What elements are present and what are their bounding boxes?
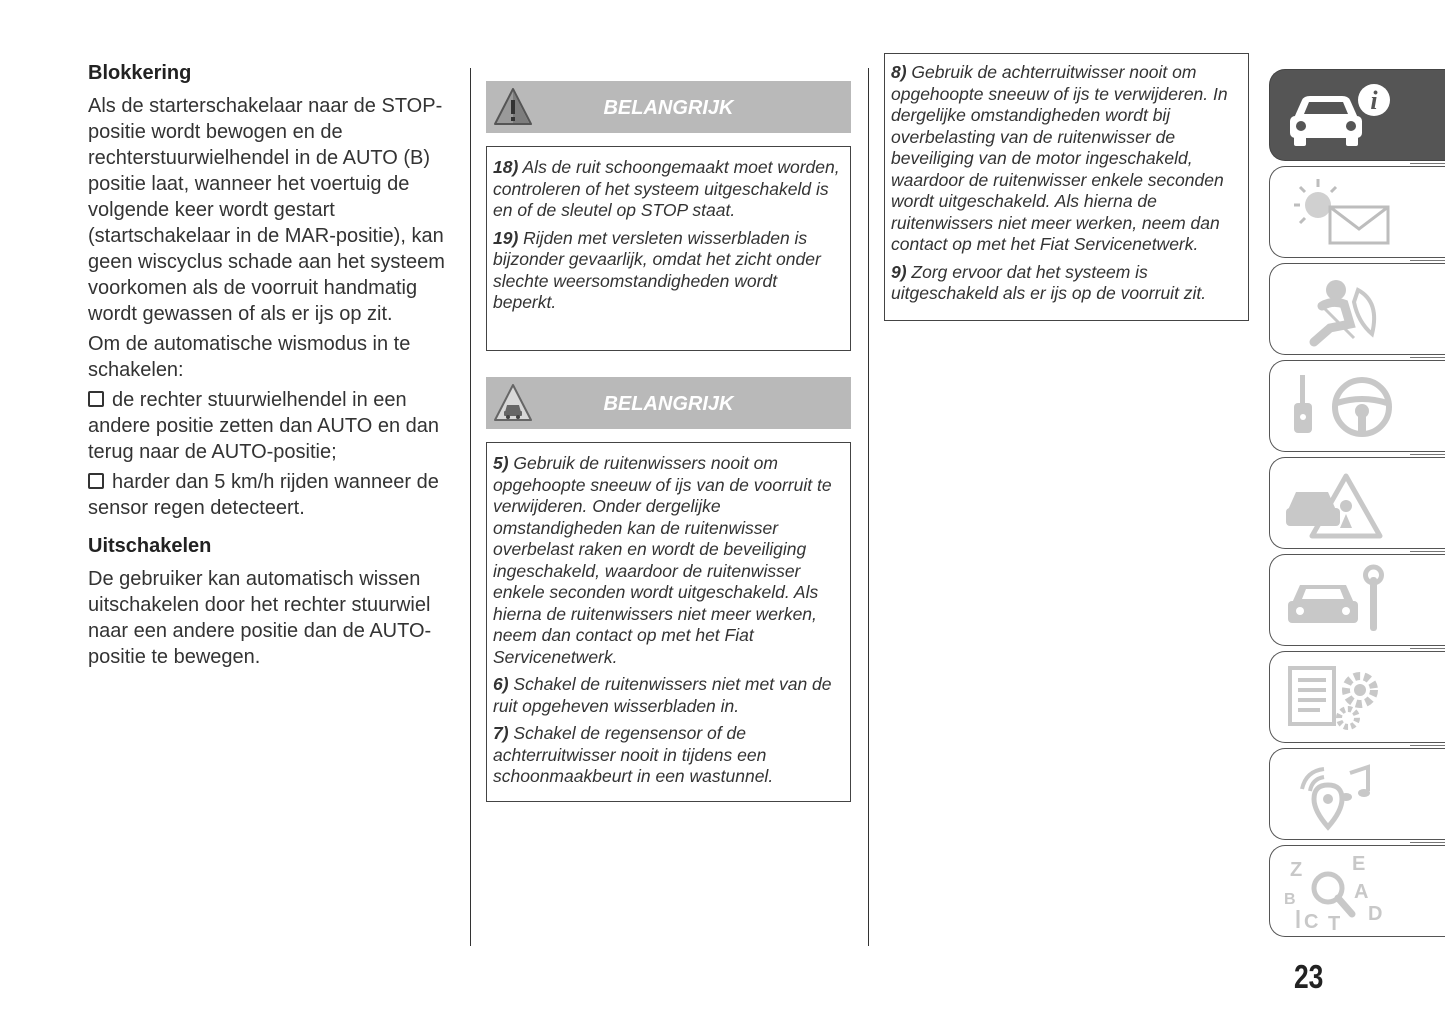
tab-maintenance[interactable]: [1269, 554, 1445, 646]
index-letter: C: [1304, 911, 1319, 930]
index-icon: [1284, 854, 1404, 930]
note-item: 9) Zorg ervoor dat het systeem is uitgeschakeld als er ijs op de voorruit zit.: [891, 261, 1207, 303]
warning-lights-icon: [1284, 175, 1404, 251]
car-info-icon: [1284, 78, 1404, 154]
list-item: de rechter stuurwielhendel in een andere positie zetten dan AUTO en dan terug naar de AUTO-positie;: [88, 389, 439, 463]
left-column: [88, 58, 460, 674]
index-letter: D: [1368, 903, 1383, 925]
key-steering-wheel-icon: [1284, 369, 1404, 445]
index-letter: B: [1284, 891, 1296, 908]
checkbox-bullet-icon: [88, 473, 104, 489]
warning-box: [884, 53, 1249, 321]
tab-separator: [1410, 357, 1445, 358]
note-item: 19) Rijden met versleten wisserbladen is bijzonder gevaarlijk, omdat het zicht onder slechte weersomstandigheden wordt beperkt.: [493, 227, 821, 312]
tab-separator: [1410, 260, 1445, 261]
paragraph-blokkering: Als de starterschakelaar naar de STOP-positie wordt bewogen en de rechterstuurwielhendel in de AUTO (B) positie laat, wanneer het voertuig de volgende keer wordt gestart (startschakelaar in de MAR-positie), kan geen wiscyclus schade aan het systeem voorkomen als de voorruit handmatig wordt gewassen of als er ijs op zit.: [88, 95, 445, 325]
banner-title: BELANGRIJK: [603, 393, 734, 415]
tab-starting-driving[interactable]: [1269, 360, 1445, 452]
svg-text:i: i: [1370, 86, 1378, 115]
warning-banner: [486, 377, 851, 429]
list-item: harder dan 5 km/h rijden wanneer de sensor regen detecteert.: [88, 471, 439, 519]
note-item: 8) Gebruik de achterruitwisser nooit om opgehoopte sneeuw of ijs te verwijderen. In dergelijke omstandigheden wordt bij overbelasting van de ruitenwisser de beveiliging van de motor ingeschakeld, waardoor de ruitenwisser enkele seconden wordt uitgeschakeld. Als hierna de ruitenwissers niet meer werken, neem dan contact op met het Fiat Servicenetwerk.: [891, 62, 1228, 254]
tab-separator: [1410, 163, 1445, 164]
warning-box: [486, 442, 851, 802]
warning-banner: [486, 81, 851, 133]
tab-safety[interactable]: [1269, 263, 1445, 355]
paragraph-activate: Om de automatische wismodus in te schakelen:: [88, 333, 411, 381]
tab-emergency[interactable]: [1269, 457, 1445, 549]
index-letter: E: [1352, 854, 1366, 875]
safety-airbag-icon: [1284, 272, 1404, 348]
index-letter: T: [1328, 913, 1341, 930]
tab-separator: [1410, 842, 1445, 843]
paragraph-uitschakelen: De gebruiker kan automatisch wissen uitschakelen door het rechter stuurwiel naar een andere positie dan de AUTO-positie te bewegen.: [88, 568, 432, 668]
heading-uitschakelen: Uitschakelen: [88, 535, 212, 557]
multimedia-icon: [1284, 757, 1404, 833]
note-item: 18) Als de ruit schoongemaakt moet worden, controleren of het systeem uitgeschakeld is en of de sleutel op STOP staat.: [493, 157, 840, 220]
index-letter: A: [1354, 881, 1369, 903]
maintenance-icon: [1284, 563, 1404, 639]
note-item: 7) Schakel de regensensor of de achterruitwisser nooit in tijdens een schoonmaakbeurt in een wastunnel.: [493, 723, 774, 786]
tab-separator: [1410, 648, 1445, 649]
tab-technical-data[interactable]: [1269, 651, 1445, 743]
tab-index[interactable]: [1269, 845, 1445, 937]
index-letter: Z: [1290, 859, 1303, 881]
tab-multimedia[interactable]: [1269, 748, 1445, 840]
tab-separator: [1410, 551, 1445, 552]
tab-car-info[interactable]: [1269, 69, 1445, 161]
column-divider: [470, 68, 471, 946]
note-item: 5) Gebruik de ruitenwissers nooit om opgehoopte sneeuw of ijs van de voorruit te verwijderen. Onder dergelijke omstandigheden kan de ruitenwisser overbelast raken en wordt de beveiliging ingeschakeld, waardoor de ruitenwisser enkele seconden wordt uitgeschakeld. Als hierna de ruitenwissers niet meer werken, neem dan contact op met het Fiat Servicenetwerk.: [493, 453, 832, 667]
emergency-icon: [1284, 466, 1404, 542]
heading-blokkering: Blokkering: [88, 62, 192, 84]
page-number: 23: [1294, 958, 1324, 995]
banner-title: BELANGRIJK: [603, 97, 734, 119]
tab-separator: [1410, 454, 1445, 455]
warning-box: [486, 146, 851, 351]
tab-warning-lights[interactable]: [1269, 166, 1445, 258]
note-item: 6) Schakel de ruitenwissers niet met van de ruit opgeheven wisserbladen in.: [493, 674, 832, 716]
checkbox-bullet-icon: [88, 391, 104, 407]
tab-separator: [1410, 745, 1445, 746]
technical-data-icon: [1284, 660, 1404, 736]
column-divider: [868, 68, 869, 946]
